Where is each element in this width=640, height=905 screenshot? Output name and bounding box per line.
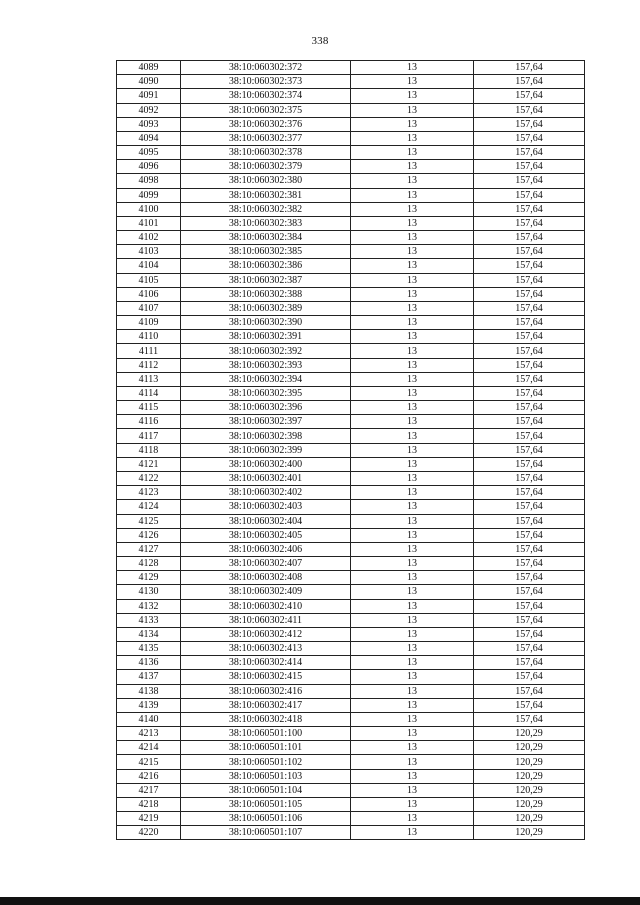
zone-cell: 13: [351, 712, 474, 726]
row-number-cell: 4140: [117, 712, 181, 726]
row-number-cell: 4130: [117, 585, 181, 599]
row-number-cell: 4218: [117, 797, 181, 811]
table-row: [117, 486, 585, 500]
table-row: [117, 613, 585, 627]
zone-cell: 13: [351, 174, 474, 188]
value-cell: 157,64: [474, 486, 585, 500]
table-row: [117, 216, 585, 230]
zone-cell: 13: [351, 259, 474, 273]
cadastral-number-cell: 38:10:060302:376: [181, 117, 351, 131]
row-number-cell: 4216: [117, 769, 181, 783]
cadastral-number-cell: 38:10:060302:398: [181, 429, 351, 443]
zone-cell: 13: [351, 698, 474, 712]
cadastral-number-cell: 38:10:060302:396: [181, 401, 351, 415]
table-row: [117, 797, 585, 811]
zone-cell: 13: [351, 471, 474, 485]
value-cell: 157,64: [474, 415, 585, 429]
cadastral-number-cell: 38:10:060302:412: [181, 627, 351, 641]
zone-cell: 13: [351, 457, 474, 471]
row-number-cell: 4107: [117, 301, 181, 315]
table-row: [117, 755, 585, 769]
cadastral-number-cell: 38:10:060302:397: [181, 415, 351, 429]
zone-cell: 13: [351, 755, 474, 769]
row-number-cell: 4217: [117, 783, 181, 797]
cadastral-number-cell: 38:10:060302:414: [181, 656, 351, 670]
cadastral-number-cell: 38:10:060302:385: [181, 245, 351, 259]
row-number-cell: 4089: [117, 61, 181, 75]
value-cell: 120,29: [474, 727, 585, 741]
cadastral-number-cell: 38:10:060302:393: [181, 358, 351, 372]
cadastral-number-cell: 38:10:060302:378: [181, 146, 351, 160]
cadastral-number-cell: 38:10:060501:103: [181, 769, 351, 783]
zone-cell: 13: [351, 301, 474, 315]
value-cell: 120,29: [474, 741, 585, 755]
row-number-cell: 4137: [117, 670, 181, 684]
cadastral-number-cell: 38:10:060302:382: [181, 202, 351, 216]
table-row: [117, 684, 585, 698]
table-row: [117, 103, 585, 117]
zone-cell: 13: [351, 514, 474, 528]
value-cell: 157,64: [474, 273, 585, 287]
row-number-cell: 4123: [117, 486, 181, 500]
zone-cell: 13: [351, 783, 474, 797]
value-cell: 157,64: [474, 712, 585, 726]
table-row: [117, 301, 585, 315]
zone-cell: 13: [351, 727, 474, 741]
cadastral-number-cell: 38:10:060501:101: [181, 741, 351, 755]
value-cell: 157,64: [474, 642, 585, 656]
zone-cell: 13: [351, 627, 474, 641]
row-number-cell: 4099: [117, 188, 181, 202]
zone-cell: 13: [351, 344, 474, 358]
value-cell: 157,64: [474, 231, 585, 245]
value-cell: 157,64: [474, 358, 585, 372]
value-cell: 120,29: [474, 826, 585, 840]
cadastral-number-cell: 38:10:060302:384: [181, 231, 351, 245]
value-cell: 120,29: [474, 755, 585, 769]
value-cell: 120,29: [474, 797, 585, 811]
cadastral-number-cell: 38:10:060302:406: [181, 542, 351, 556]
row-number-cell: 4113: [117, 372, 181, 386]
row-number-cell: 4100: [117, 202, 181, 216]
zone-cell: 13: [351, 571, 474, 585]
cadastral-number-cell: 38:10:060302:377: [181, 131, 351, 145]
table-row: [117, 599, 585, 613]
value-cell: 157,64: [474, 557, 585, 571]
zone-cell: 13: [351, 245, 474, 259]
cadastral-number-cell: 38:10:060302:403: [181, 500, 351, 514]
value-cell: 157,64: [474, 684, 585, 698]
table-row: [117, 287, 585, 301]
table-body: [117, 61, 585, 840]
value-cell: 157,64: [474, 514, 585, 528]
table-row: [117, 358, 585, 372]
value-cell: 157,64: [474, 656, 585, 670]
cadastral-number-cell: 38:10:060302:411: [181, 613, 351, 627]
row-number-cell: 4213: [117, 727, 181, 741]
row-number-cell: 4101: [117, 216, 181, 230]
value-cell: 157,64: [474, 443, 585, 457]
table-row: [117, 372, 585, 386]
table-row: [117, 202, 585, 216]
cadastral-number-cell: 38:10:060302:395: [181, 386, 351, 400]
row-number-cell: 4105: [117, 273, 181, 287]
zone-cell: 13: [351, 131, 474, 145]
table-row: [117, 188, 585, 202]
scan-edge-bar: [0, 897, 640, 905]
zone-cell: 13: [351, 684, 474, 698]
table-row: [117, 160, 585, 174]
value-cell: 157,64: [474, 372, 585, 386]
cadastral-number-cell: 38:10:060501:102: [181, 755, 351, 769]
row-number-cell: 4102: [117, 231, 181, 245]
row-number-cell: 4095: [117, 146, 181, 160]
table-row: [117, 528, 585, 542]
table-row: [117, 769, 585, 783]
value-cell: 157,64: [474, 216, 585, 230]
table-row: [117, 457, 585, 471]
table-row: [117, 585, 585, 599]
cadastral-number-cell: 38:10:060302:409: [181, 585, 351, 599]
zone-cell: 13: [351, 585, 474, 599]
value-cell: 157,64: [474, 131, 585, 145]
cadastral-number-cell: 38:10:060302:401: [181, 471, 351, 485]
row-number-cell: 4139: [117, 698, 181, 712]
zone-cell: 13: [351, 613, 474, 627]
row-number-cell: 4138: [117, 684, 181, 698]
zone-cell: 13: [351, 769, 474, 783]
row-number-cell: 4219: [117, 812, 181, 826]
value-cell: 157,64: [474, 174, 585, 188]
zone-cell: 13: [351, 330, 474, 344]
zone-cell: 13: [351, 443, 474, 457]
value-cell: 157,64: [474, 500, 585, 514]
cadastral-number-cell: 38:10:060302:410: [181, 599, 351, 613]
value-cell: 157,64: [474, 61, 585, 75]
zone-cell: 13: [351, 741, 474, 755]
table-row: [117, 812, 585, 826]
table-row: [117, 61, 585, 75]
row-number-cell: 4126: [117, 528, 181, 542]
row-number-cell: 4136: [117, 656, 181, 670]
cadastral-number-cell: 38:10:060501:106: [181, 812, 351, 826]
table-row: [117, 401, 585, 415]
value-cell: 157,64: [474, 75, 585, 89]
row-number-cell: 4112: [117, 358, 181, 372]
table-row: [117, 75, 585, 89]
zone-cell: 13: [351, 557, 474, 571]
cadastral-number-cell: 38:10:060302:375: [181, 103, 351, 117]
row-number-cell: 4214: [117, 741, 181, 755]
row-number-cell: 4133: [117, 613, 181, 627]
row-number-cell: 4106: [117, 287, 181, 301]
row-number-cell: 4122: [117, 471, 181, 485]
cadastral-table: [116, 60, 585, 840]
value-cell: 157,64: [474, 202, 585, 216]
row-number-cell: 4103: [117, 245, 181, 259]
zone-cell: 13: [351, 216, 474, 230]
cadastral-number-cell: 38:10:060501:107: [181, 826, 351, 840]
value-cell: 157,64: [474, 160, 585, 174]
row-number-cell: 4104: [117, 259, 181, 273]
table-row: [117, 131, 585, 145]
cadastral-number-cell: 38:10:060302:372: [181, 61, 351, 75]
value-cell: 157,64: [474, 429, 585, 443]
table-row: [117, 727, 585, 741]
zone-cell: 13: [351, 670, 474, 684]
cadastral-number-cell: 38:10:060302:400: [181, 457, 351, 471]
value-cell: 157,64: [474, 471, 585, 485]
value-cell: 157,64: [474, 89, 585, 103]
row-number-cell: 4129: [117, 571, 181, 585]
cadastral-number-cell: 38:10:060302:399: [181, 443, 351, 457]
table-row: [117, 642, 585, 656]
cadastral-number-cell: 38:10:060302:404: [181, 514, 351, 528]
zone-cell: 13: [351, 89, 474, 103]
table-row: [117, 741, 585, 755]
value-cell: 157,64: [474, 457, 585, 471]
zone-cell: 13: [351, 372, 474, 386]
value-cell: 157,64: [474, 613, 585, 627]
value-cell: 157,64: [474, 627, 585, 641]
row-number-cell: 4215: [117, 755, 181, 769]
value-cell: 157,64: [474, 330, 585, 344]
zone-cell: 13: [351, 826, 474, 840]
zone-cell: 13: [351, 599, 474, 613]
cadastral-number-cell: 38:10:060302:392: [181, 344, 351, 358]
table-row: [117, 500, 585, 514]
cadastral-number-cell: 38:10:060302:389: [181, 301, 351, 315]
table-row: [117, 386, 585, 400]
row-number-cell: 4091: [117, 89, 181, 103]
cadastral-number-cell: 38:10:060302:402: [181, 486, 351, 500]
zone-cell: 13: [351, 273, 474, 287]
row-number-cell: 4090: [117, 75, 181, 89]
table-row: [117, 316, 585, 330]
cadastral-number-cell: 38:10:060302:416: [181, 684, 351, 698]
zone-cell: 13: [351, 231, 474, 245]
cadastral-number-cell: 38:10:060302:386: [181, 259, 351, 273]
row-number-cell: 4134: [117, 627, 181, 641]
cadastral-number-cell: 38:10:060501:104: [181, 783, 351, 797]
cadastral-number-cell: 38:10:060501:100: [181, 727, 351, 741]
cadastral-number-cell: 38:10:060302:407: [181, 557, 351, 571]
cadastral-number-cell: 38:10:060302:418: [181, 712, 351, 726]
data-table-container: [116, 60, 584, 840]
zone-cell: 13: [351, 429, 474, 443]
table-row: [117, 89, 585, 103]
table-row: [117, 514, 585, 528]
row-number-cell: 4121: [117, 457, 181, 471]
table-row: [117, 146, 585, 160]
zone-cell: 13: [351, 287, 474, 301]
row-number-cell: 4135: [117, 642, 181, 656]
zone-cell: 13: [351, 75, 474, 89]
value-cell: 157,64: [474, 287, 585, 301]
table-row: [117, 415, 585, 429]
row-number-cell: 4098: [117, 174, 181, 188]
table-row: [117, 656, 585, 670]
row-number-cell: 4109: [117, 316, 181, 330]
row-number-cell: 4127: [117, 542, 181, 556]
table-row: [117, 826, 585, 840]
zone-cell: 13: [351, 528, 474, 542]
value-cell: 157,64: [474, 316, 585, 330]
row-number-cell: 4124: [117, 500, 181, 514]
cadastral-number-cell: 38:10:060501:105: [181, 797, 351, 811]
cadastral-number-cell: 38:10:060302:373: [181, 75, 351, 89]
value-cell: 157,64: [474, 670, 585, 684]
zone-cell: 13: [351, 500, 474, 514]
cadastral-number-cell: 38:10:060302:408: [181, 571, 351, 585]
row-number-cell: 4132: [117, 599, 181, 613]
table-row: [117, 557, 585, 571]
row-number-cell: 4094: [117, 131, 181, 145]
table-row: [117, 330, 585, 344]
table-row: [117, 783, 585, 797]
row-number-cell: 4117: [117, 429, 181, 443]
row-number-cell: 4111: [117, 344, 181, 358]
table-row: [117, 117, 585, 131]
value-cell: 157,64: [474, 698, 585, 712]
value-cell: 120,29: [474, 783, 585, 797]
cadastral-number-cell: 38:10:060302:405: [181, 528, 351, 542]
table-row: [117, 712, 585, 726]
value-cell: 120,29: [474, 769, 585, 783]
value-cell: 157,64: [474, 542, 585, 556]
value-cell: 157,64: [474, 103, 585, 117]
zone-cell: 13: [351, 117, 474, 131]
cadastral-number-cell: 38:10:060302:415: [181, 670, 351, 684]
cadastral-number-cell: 38:10:060302:381: [181, 188, 351, 202]
value-cell: 157,64: [474, 245, 585, 259]
table-row: [117, 443, 585, 457]
zone-cell: 13: [351, 358, 474, 372]
zone-cell: 13: [351, 103, 474, 117]
table-row: [117, 627, 585, 641]
zone-cell: 13: [351, 415, 474, 429]
zone-cell: 13: [351, 188, 474, 202]
zone-cell: 13: [351, 812, 474, 826]
zone-cell: 13: [351, 486, 474, 500]
zone-cell: 13: [351, 656, 474, 670]
zone-cell: 13: [351, 316, 474, 330]
row-number-cell: 4114: [117, 386, 181, 400]
row-number-cell: 4093: [117, 117, 181, 131]
cadastral-number-cell: 38:10:060302:379: [181, 160, 351, 174]
zone-cell: 13: [351, 542, 474, 556]
cadastral-number-cell: 38:10:060302:388: [181, 287, 351, 301]
table-row: [117, 429, 585, 443]
zone-cell: 13: [351, 61, 474, 75]
table-row: [117, 471, 585, 485]
value-cell: 157,64: [474, 401, 585, 415]
row-number-cell: 4125: [117, 514, 181, 528]
row-number-cell: 4118: [117, 443, 181, 457]
cadastral-number-cell: 38:10:060302:417: [181, 698, 351, 712]
value-cell: 157,64: [474, 571, 585, 585]
cadastral-number-cell: 38:10:060302:394: [181, 372, 351, 386]
table-row: [117, 259, 585, 273]
row-number-cell: 4092: [117, 103, 181, 117]
row-number-cell: 4128: [117, 557, 181, 571]
value-cell: 157,64: [474, 259, 585, 273]
table-row: [117, 245, 585, 259]
zone-cell: 13: [351, 642, 474, 656]
value-cell: 157,64: [474, 146, 585, 160]
value-cell: 157,64: [474, 528, 585, 542]
zone-cell: 13: [351, 202, 474, 216]
cadastral-number-cell: 38:10:060302:413: [181, 642, 351, 656]
row-number-cell: 4115: [117, 401, 181, 415]
zone-cell: 13: [351, 146, 474, 160]
zone-cell: 13: [351, 160, 474, 174]
table-row: [117, 344, 585, 358]
cadastral-number-cell: 38:10:060302:374: [181, 89, 351, 103]
table-row: [117, 231, 585, 245]
value-cell: 157,64: [474, 585, 585, 599]
row-number-cell: 4116: [117, 415, 181, 429]
value-cell: 157,64: [474, 386, 585, 400]
cadastral-number-cell: 38:10:060302:390: [181, 316, 351, 330]
table-row: [117, 571, 585, 585]
cadastral-number-cell: 38:10:060302:383: [181, 216, 351, 230]
table-row: [117, 174, 585, 188]
value-cell: 157,64: [474, 344, 585, 358]
cadastral-number-cell: 38:10:060302:391: [181, 330, 351, 344]
table-row: [117, 542, 585, 556]
table-row: [117, 273, 585, 287]
value-cell: 120,29: [474, 812, 585, 826]
zone-cell: 13: [351, 386, 474, 400]
value-cell: 157,64: [474, 188, 585, 202]
value-cell: 157,64: [474, 301, 585, 315]
page-number: 338: [311, 35, 329, 47]
table-row: [117, 670, 585, 684]
row-number-cell: 4096: [117, 160, 181, 174]
table-row: [117, 698, 585, 712]
row-number-cell: 4220: [117, 826, 181, 840]
value-cell: 157,64: [474, 117, 585, 131]
cadastral-number-cell: 38:10:060302:387: [181, 273, 351, 287]
zone-cell: 13: [351, 401, 474, 415]
cadastral-number-cell: 38:10:060302:380: [181, 174, 351, 188]
value-cell: 157,64: [474, 599, 585, 613]
zone-cell: 13: [351, 797, 474, 811]
row-number-cell: 4110: [117, 330, 181, 344]
